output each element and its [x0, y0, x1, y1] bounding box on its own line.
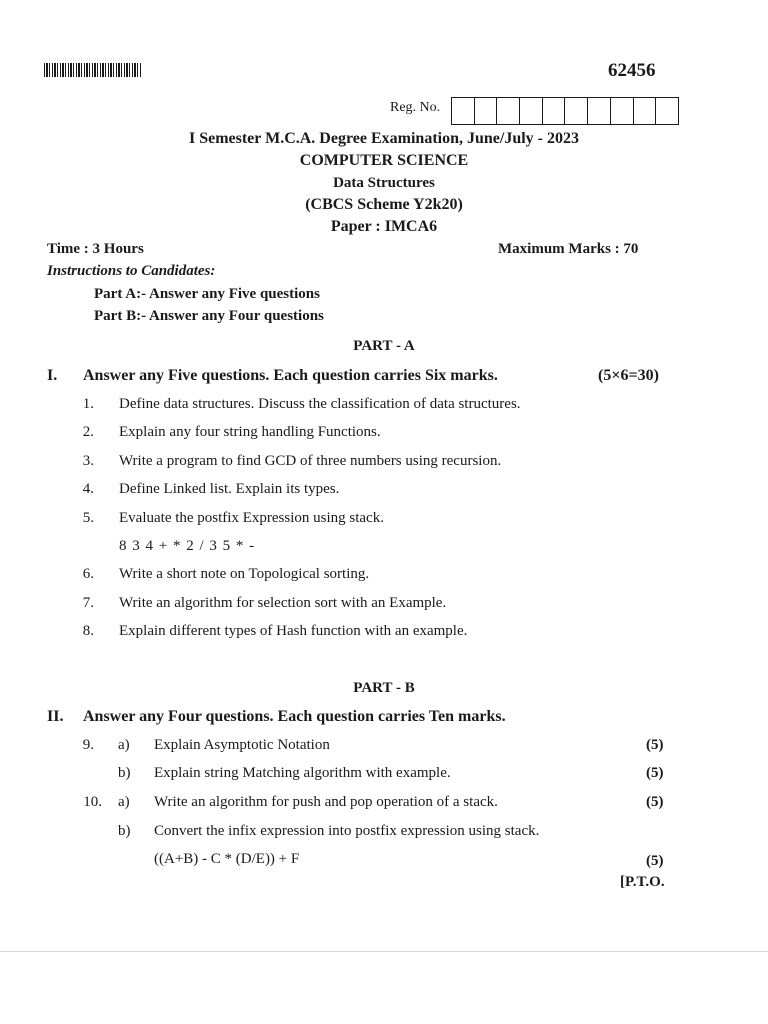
question-text: Define Linked list. Explain its types. — [119, 481, 340, 497]
reg-no-box — [497, 98, 520, 124]
question-number: 9. — [82, 737, 94, 753]
question-text: Explain Asymptotic Notation — [154, 737, 330, 753]
question-marks: (5) — [646, 737, 664, 753]
question-number: 3. — [82, 453, 94, 469]
question-number: 6. — [82, 566, 94, 582]
question-number: 7. — [82, 595, 94, 611]
question-number: 8. — [82, 623, 94, 639]
reg-no-box — [656, 98, 678, 124]
reg-no-box — [543, 98, 566, 124]
section-i-text: Answer any Five questions. Each question carries Six marks. — [83, 367, 498, 384]
section-ii-number: II. — [47, 708, 64, 725]
section-i-number: I. — [47, 367, 58, 384]
part-b-title: PART - B — [353, 680, 415, 696]
question-marks: (5) — [646, 853, 664, 869]
reg-no-box — [565, 98, 588, 124]
reg-no-box — [520, 98, 543, 124]
sub-question-label: b) — [118, 765, 131, 781]
section-ii-text: Answer any Four questions. Each question carries Ten marks. — [83, 708, 506, 725]
reg-no-box — [475, 98, 498, 124]
sub-question-label: a) — [118, 794, 130, 810]
question-text: Explain any four string handling Functions. — [119, 424, 381, 440]
paper-title: Paper : IMCA6 — [330, 218, 438, 235]
question-number: 1. — [82, 396, 94, 412]
instruction-part-a: Part A:- Answer any Five questions — [94, 286, 320, 302]
paper-code: 62456 — [608, 60, 656, 81]
question-text: Explain different types of Hash function with an example. — [119, 623, 468, 639]
infix-expression: ((A+B) - C * (D/E)) + F — [154, 851, 300, 867]
question-text: Convert the infix expression into postfix expression using stack. — [154, 823, 540, 839]
instructions-title: Instructions to Candidates: — [47, 263, 216, 279]
question-text: Define data structures. Discuss the classification of data structures. — [119, 396, 521, 412]
question-number: 4. — [82, 481, 94, 497]
question-text: Write an algorithm for push and pop operation of a stack. — [154, 794, 498, 810]
question-text: Write a program to find GCD of three numbers using recursion. — [119, 453, 502, 469]
time-label: Time : 3 Hours — [47, 241, 144, 257]
question-text: Write an algorithm for selection sort with an Example. — [119, 595, 447, 611]
question-number: 10. — [83, 794, 102, 810]
reg-no-label: Reg. No. — [390, 100, 441, 115]
reg-no-box — [634, 98, 657, 124]
reg-no-box — [588, 98, 611, 124]
page-bottom-edge — [0, 951, 768, 952]
question-text: Explain string Matching algorithm with example. — [154, 765, 451, 781]
postfix-expression: 8 3 4 + * 2 / 3 5 * - — [119, 538, 256, 554]
course-title: Data Structures — [333, 175, 435, 191]
section-i-marks: (5×6=30) — [598, 367, 659, 384]
part-a-title: PART - A — [353, 338, 415, 354]
reg-no-box — [452, 98, 475, 124]
scheme-title: (CBCS Scheme Y2k20) — [305, 196, 463, 213]
pto-label: [P.T.O. — [620, 874, 665, 890]
question-number: 5. — [82, 510, 94, 526]
sub-question-label: a) — [118, 737, 130, 753]
max-marks-label: Maximum Marks : 70 — [498, 241, 639, 257]
question-text: Evaluate the postfix Expression using stack. — [119, 510, 384, 526]
sub-question-label: b) — [118, 823, 131, 839]
exam-title: I Semester M.C.A. Degree Examination, June/July - 2023 — [188, 130, 580, 147]
question-marks: (5) — [646, 765, 664, 781]
instruction-part-b: Part B:- Answer any Four questions — [94, 308, 324, 324]
reg-no-boxes — [451, 97, 679, 125]
subject-title: COMPUTER SCIENCE — [299, 152, 469, 169]
question-marks: (5) — [646, 794, 664, 810]
barcode — [44, 63, 142, 77]
reg-no-box — [611, 98, 634, 124]
question-number: 2. — [82, 424, 94, 440]
question-text: Write a short note on Topological sorting. — [119, 566, 370, 582]
